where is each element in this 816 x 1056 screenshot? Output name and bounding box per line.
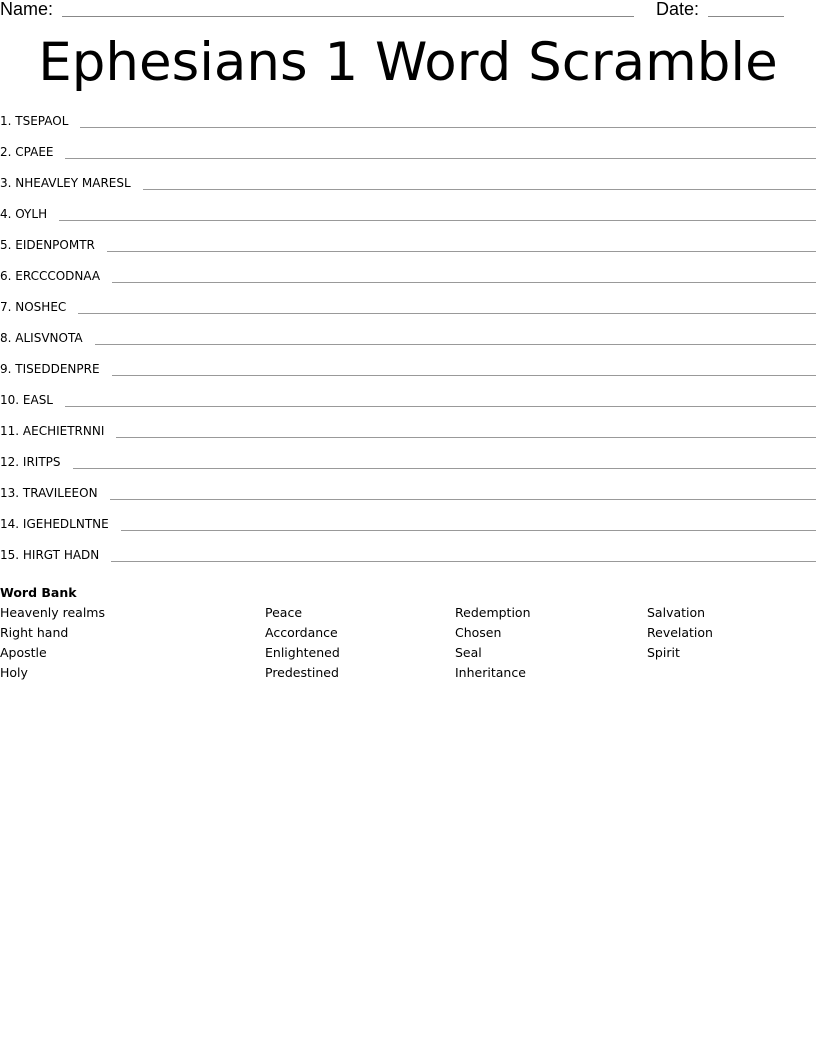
word-bank-item: Revelation bbox=[647, 625, 713, 640]
problem-row bbox=[0, 205, 816, 236]
word-bank bbox=[0, 584, 816, 680]
answer-line[interactable] bbox=[78, 313, 816, 314]
scrambled-word: 2. CPAEE bbox=[0, 145, 54, 159]
word-bank-item: Right hand bbox=[0, 625, 69, 640]
word-bank-title: Word Bank bbox=[0, 585, 77, 600]
header-row bbox=[0, 0, 816, 24]
date-field-line[interactable] bbox=[708, 16, 784, 17]
problem-row bbox=[0, 112, 816, 143]
answer-line[interactable] bbox=[143, 189, 816, 190]
problem-row bbox=[0, 143, 816, 174]
scrambled-word: 1. TSEPAOL bbox=[0, 114, 69, 128]
word-bank-item: Apostle bbox=[0, 645, 47, 660]
word-bank-column bbox=[455, 604, 531, 684]
word-bank-item: Predestined bbox=[265, 665, 339, 680]
scrambled-word: 6. ERCCCODNAA bbox=[0, 269, 101, 283]
word-bank-item: Holy bbox=[0, 665, 28, 680]
problem-row bbox=[0, 360, 816, 391]
problem-row bbox=[0, 484, 816, 515]
problem-row bbox=[0, 267, 816, 298]
word-bank-item: Redemption bbox=[455, 605, 531, 620]
scrambled-word: 9. TISEDDENPRE bbox=[0, 362, 100, 376]
answer-line[interactable] bbox=[112, 282, 816, 283]
problem-list bbox=[0, 112, 816, 577]
word-bank-item: Heavenly realms bbox=[0, 605, 105, 620]
answer-line[interactable] bbox=[80, 127, 816, 128]
problem-row bbox=[0, 174, 816, 205]
scrambled-word: 14. IGEHEDLNTNE bbox=[0, 517, 109, 531]
word-bank-column bbox=[647, 604, 713, 664]
scrambled-word: 8. ALISVNOTA bbox=[0, 331, 83, 345]
scrambled-word: 13. TRAVILEEON bbox=[0, 486, 98, 500]
scrambled-word: 3. NHEAVLEY MARESL bbox=[0, 176, 131, 190]
word-bank-item: Enlightened bbox=[265, 645, 340, 660]
problem-row bbox=[0, 391, 816, 422]
answer-line[interactable] bbox=[65, 406, 816, 407]
problem-row bbox=[0, 453, 816, 484]
answer-line[interactable] bbox=[65, 158, 816, 159]
scrambled-word: 7. NOSHEC bbox=[0, 300, 67, 314]
word-bank-item: Spirit bbox=[647, 645, 680, 660]
answer-line[interactable] bbox=[107, 251, 816, 252]
answer-line[interactable] bbox=[73, 468, 816, 469]
problem-row bbox=[0, 329, 816, 360]
word-bank-item: Peace bbox=[265, 605, 303, 620]
answer-line[interactable] bbox=[112, 375, 816, 376]
word-bank-item: Chosen bbox=[455, 625, 502, 640]
word-bank-item: Salvation bbox=[647, 605, 706, 620]
word-bank-item: Inheritance bbox=[455, 665, 526, 680]
problem-row bbox=[0, 422, 816, 453]
problem-row bbox=[0, 298, 816, 329]
problem-row bbox=[0, 236, 816, 267]
problem-row bbox=[0, 546, 816, 577]
page-title: Ephesians 1 Word Scramble bbox=[38, 32, 778, 93]
scrambled-word: 10. EASL bbox=[0, 393, 53, 407]
word-bank-column bbox=[0, 604, 105, 684]
scrambled-word: 11. AECHIETRNNI bbox=[0, 424, 105, 438]
answer-line[interactable] bbox=[116, 437, 816, 438]
scrambled-word: 4. OYLH bbox=[0, 207, 48, 221]
answer-line[interactable] bbox=[95, 344, 816, 345]
answer-line[interactable] bbox=[110, 499, 816, 500]
answer-line[interactable] bbox=[121, 530, 816, 531]
word-bank-column bbox=[265, 604, 340, 684]
scrambled-word: 12. IRITPS bbox=[0, 455, 61, 469]
word-bank-item: Seal bbox=[455, 645, 482, 660]
date-label: Date: bbox=[656, 0, 700, 19]
problem-row bbox=[0, 515, 816, 546]
scrambled-word: 15. HIRGT HADN bbox=[0, 548, 100, 562]
answer-line[interactable] bbox=[59, 220, 816, 221]
answer-line[interactable] bbox=[111, 561, 816, 562]
name-label: Name: bbox=[0, 0, 54, 19]
word-bank-item: Accordance bbox=[265, 625, 338, 640]
scrambled-word: 5. EIDENPOMTR bbox=[0, 238, 95, 252]
name-field-line[interactable] bbox=[62, 16, 634, 17]
